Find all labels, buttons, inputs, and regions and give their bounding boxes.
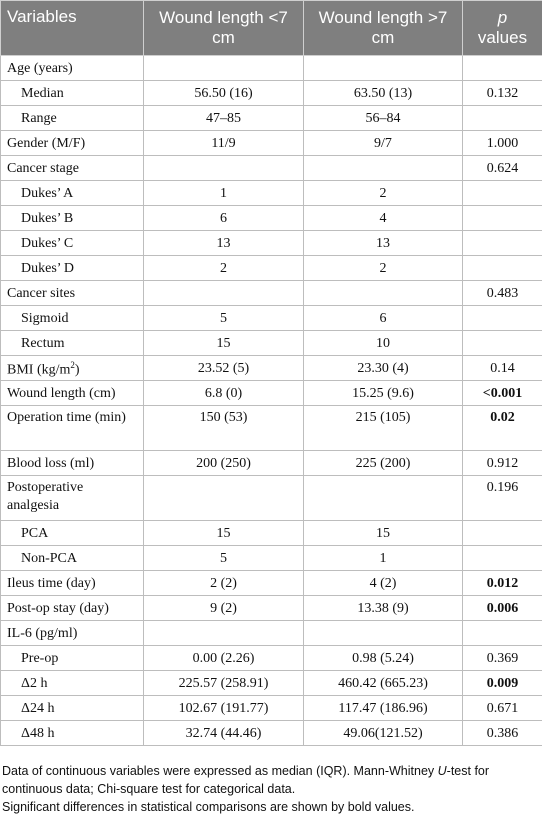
cell-p-value: 0.483 <box>463 281 542 306</box>
header-wound-lt7: Wound length <7 cm <box>144 1 304 56</box>
row-label: Δ24 h <box>1 696 144 721</box>
cell-p-value: 0.006 <box>463 596 542 621</box>
row-label: Sigmoid <box>1 306 144 331</box>
table-row <box>1 476 542 521</box>
cell-p-value: 0.009 <box>463 671 542 696</box>
cell-wound-gt7: 13 <box>304 231 463 256</box>
cell-p-value: 0.132 <box>463 81 542 106</box>
table-row <box>1 181 542 206</box>
cell-p-value <box>463 546 542 571</box>
table-row <box>1 256 542 281</box>
cell-wound-lt7 <box>144 621 304 646</box>
row-label: Pre-op <box>1 646 144 671</box>
cell-wound-gt7: 2 <box>304 256 463 281</box>
cell-wound-lt7: 1 <box>144 181 304 206</box>
table-row <box>1 156 542 181</box>
row-label: Age (years) <box>1 56 144 81</box>
cell-wound-lt7 <box>144 56 304 81</box>
row-label: Δ2 h <box>1 671 144 696</box>
row-label: Median <box>1 81 144 106</box>
table-row <box>1 356 542 381</box>
cell-p-value: 0.386 <box>463 721 542 746</box>
cell-wound-lt7: 5 <box>144 546 304 571</box>
cell-wound-lt7: 6 <box>144 206 304 231</box>
table-row <box>1 306 542 331</box>
cell-wound-gt7: 56–84 <box>304 106 463 131</box>
cell-wound-gt7: 15.25 (9.6) <box>304 381 463 406</box>
table-row <box>1 646 542 671</box>
table-row <box>1 56 542 81</box>
cell-wound-lt7: 32.74 (44.46) <box>144 721 304 746</box>
cell-wound-gt7 <box>304 156 463 181</box>
table-row <box>1 81 542 106</box>
row-label: PCA <box>1 521 144 546</box>
cell-p-value: 0.912 <box>463 451 542 476</box>
row-label: Rectum <box>1 331 144 356</box>
table-row <box>1 721 542 746</box>
cell-wound-lt7: 15 <box>144 521 304 546</box>
cell-p-value: 0.369 <box>463 646 542 671</box>
cell-wound-lt7: 2 <box>144 256 304 281</box>
cell-wound-lt7: 56.50 (16) <box>144 81 304 106</box>
cell-wound-lt7: 225.57 (258.91) <box>144 671 304 696</box>
cell-p-value <box>463 56 542 81</box>
cell-wound-lt7: 5 <box>144 306 304 331</box>
cell-wound-lt7: 47–85 <box>144 106 304 131</box>
cell-wound-lt7: 102.67 (191.77) <box>144 696 304 721</box>
header-wound-gt7: Wound length >7 cm <box>304 1 463 56</box>
cell-p-value: 0.624 <box>463 156 542 181</box>
row-label: Cancer stage <box>1 156 144 181</box>
row-label: Range <box>1 106 144 131</box>
row-label: Cancer sites <box>1 281 144 306</box>
cell-p-value <box>463 256 542 281</box>
row-label: Dukes’ C <box>1 231 144 256</box>
cell-wound-lt7 <box>144 281 304 306</box>
table-row <box>1 331 542 356</box>
table-row <box>1 671 542 696</box>
cell-p-value: 0.14 <box>463 356 542 381</box>
table-row <box>1 521 542 546</box>
table-row <box>1 231 542 256</box>
row-label: Operation time (min) <box>1 406 144 451</box>
row-label: Dukes’ A <box>1 181 144 206</box>
cell-p-value: 1.000 <box>463 131 542 156</box>
cell-wound-gt7 <box>304 476 463 521</box>
cell-wound-lt7: 150 (53) <box>144 406 304 451</box>
row-label: IL-6 (pg/ml) <box>1 621 144 646</box>
header-p-values <box>463 1 542 56</box>
cell-wound-gt7: 49.06(121.52) <box>304 721 463 746</box>
cell-wound-gt7: 9/7 <box>304 131 463 156</box>
cell-wound-gt7: 460.42 (665.23) <box>304 671 463 696</box>
row-label: BMI $(kg/m^2)$ <box>1 356 144 381</box>
cell-p-value <box>463 331 542 356</box>
cell-wound-lt7: 9 (2) <box>144 596 304 621</box>
table-row <box>1 696 542 721</box>
row-label: Dukes’ D <box>1 256 144 281</box>
table-row <box>1 451 542 476</box>
row-label: Non-PCA <box>1 546 144 571</box>
cell-wound-gt7: 0.98 (5.24) <box>304 646 463 671</box>
cell-p-value <box>463 521 542 546</box>
cell-wound-gt7: 23.30 (4) <box>304 356 463 381</box>
cell-wound-lt7: 15 <box>144 331 304 356</box>
cell-wound-gt7: 63.50 (13) <box>304 81 463 106</box>
table-row <box>1 131 542 156</box>
row-label: Gender (M/F) <box>1 131 144 156</box>
table-row <box>1 406 542 451</box>
cell-wound-lt7: 11/9 <box>144 131 304 156</box>
cell-p-value: 0.012 <box>463 571 542 596</box>
table-row <box>1 106 542 131</box>
cell-wound-gt7: 2 <box>304 181 463 206</box>
footnote-line-1: Data of continuous variables were expressed as median (IQR). Mann-Whitney U-test for continuous data; Chi-square test for categorical data. <box>2 764 490 796</box>
table-row <box>1 281 542 306</box>
cell-wound-gt7: 10 <box>304 331 463 356</box>
cell-wound-lt7: 2 (2) <box>144 571 304 596</box>
cell-wound-lt7: 0.00 (2.26) <box>144 646 304 671</box>
row-label: Ileus time (day) <box>1 571 144 596</box>
table-header <box>1 1 542 56</box>
cell-p-value <box>463 181 542 206</box>
cell-p-value <box>463 231 542 256</box>
cell-p-value <box>463 306 542 331</box>
header-p-rest: values <box>477 28 528 47</box>
table-row <box>1 621 542 646</box>
footnote-line-2: Significant differences in statistical comparisons are shown by bold values. <box>2 800 415 814</box>
row-label: Post-op stay (day) <box>1 596 144 621</box>
cell-p-value <box>463 206 542 231</box>
cell-p-value <box>463 106 542 131</box>
table-row <box>1 206 542 231</box>
cell-wound-lt7 <box>144 476 304 521</box>
cell-wound-gt7 <box>304 56 463 81</box>
cell-wound-gt7: 117.47 (186.96) <box>304 696 463 721</box>
cell-wound-gt7: 4 (2) <box>304 571 463 596</box>
cell-wound-lt7: 23.52 (5) <box>144 356 304 381</box>
header-p-italic: p <box>497 8 508 27</box>
cell-wound-gt7: 1 <box>304 546 463 571</box>
table-row <box>1 571 542 596</box>
row-label: Wound length (cm) <box>1 381 144 406</box>
header-variables: Variables <box>1 1 144 56</box>
cell-wound-gt7 <box>304 281 463 306</box>
table-footnote <box>0 762 542 816</box>
cell-wound-lt7: 200 (250) <box>144 451 304 476</box>
row-label: Blood loss (ml) <box>1 451 144 476</box>
cell-wound-gt7: 13.38 (9) <box>304 596 463 621</box>
cell-wound-lt7: 13 <box>144 231 304 256</box>
cell-wound-gt7: 225 (200) <box>304 451 463 476</box>
cell-wound-gt7: 4 <box>304 206 463 231</box>
cell-p-value: 0.671 <box>463 696 542 721</box>
cell-wound-lt7 <box>144 156 304 181</box>
cell-wound-gt7: 215 (105) <box>304 406 463 451</box>
table-row <box>1 546 542 571</box>
table-body <box>1 56 542 746</box>
row-label: Dukes’ B <box>1 206 144 231</box>
cell-p-value: 0.02 <box>463 406 542 451</box>
cell-p-value <box>463 621 542 646</box>
row-label: Δ48 h <box>1 721 144 746</box>
table-row <box>1 381 542 406</box>
table-row <box>1 596 542 621</box>
cell-wound-gt7: 15 <box>304 521 463 546</box>
row-label: Postoperative analgesia <box>1 476 144 521</box>
cell-wound-gt7 <box>304 621 463 646</box>
cell-wound-lt7: 6.8 (0) <box>144 381 304 406</box>
cell-wound-gt7: 6 <box>304 306 463 331</box>
cell-p-value: 0.196 <box>463 476 542 521</box>
cell-p-value: <0.001 <box>463 381 542 406</box>
